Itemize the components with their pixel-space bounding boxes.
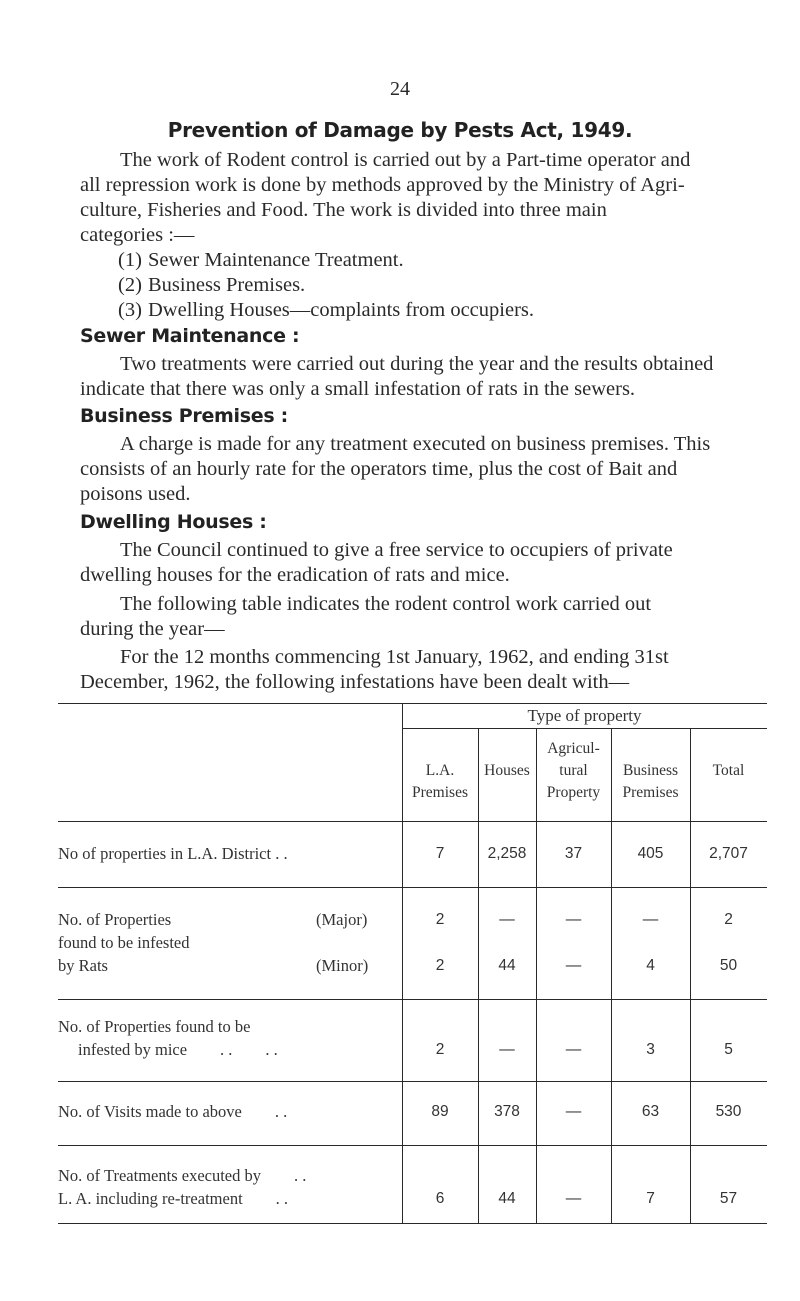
row-label: (Minor): [316, 956, 369, 975]
dwelling-line: The Council continued to give a free service to occupiers of private: [120, 539, 673, 561]
business-line: poisons used.: [80, 483, 191, 505]
table-cell: 57: [719, 1190, 738, 1207]
table-cell: 6: [435, 1190, 445, 1207]
intro-line: categories :—: [80, 224, 195, 246]
table-cell: 89: [431, 1103, 449, 1120]
table-cell: 2,258: [487, 845, 527, 862]
table-cell: 2,707: [709, 845, 748, 862]
dwelling-heading: Dwelling Houses :: [80, 511, 267, 533]
sewer-heading: Sewer Maintenance :: [80, 325, 300, 347]
table-rule: [58, 999, 767, 1000]
table-cell: 378: [494, 1103, 520, 1120]
table-cell: 405: [637, 845, 664, 862]
sewer-line: indicate that there was only a small infestation of rats in the sewers.: [80, 378, 636, 400]
table-cell: —: [565, 911, 582, 928]
dwelling-line: December, 1962, the following infestations have been dealt with—: [80, 671, 630, 693]
table-rule: [58, 887, 767, 888]
sewer-line: Two treatments were carried out during the year and the results obtained: [120, 353, 714, 375]
table-cell: 2: [435, 957, 445, 974]
table-cell: —: [499, 1041, 515, 1058]
table-cell: 7: [435, 845, 445, 862]
table-cell: 3: [646, 1041, 655, 1058]
table-cell: 2: [435, 911, 445, 928]
row-label: L. A. including re-treatment . .: [58, 1189, 289, 1208]
row-label: No. of Treatments executed by . .: [58, 1166, 307, 1185]
page-number: 24: [390, 78, 410, 100]
column-header-agricultural: Agricul- tural Property: [546, 740, 601, 801]
dwelling-line: For the 12 months commencing 1st January, 1962, and ending 31st: [120, 646, 669, 668]
column-header-la: L.A. Premises: [412, 762, 468, 801]
table-cell: —: [565, 957, 582, 974]
table-rule: [58, 1223, 767, 1224]
table-cell: 44: [498, 1190, 516, 1207]
table-cell: 37: [564, 845, 583, 862]
row-label: infested by mice . . . .: [78, 1040, 278, 1059]
table-cell: —: [565, 1190, 582, 1207]
business-line: A charge is made for any treatment executed on business premises. This: [120, 433, 711, 455]
list-item: (1) Sewer Maintenance Treatment.: [118, 249, 404, 271]
table-cell: 44: [498, 957, 516, 974]
table-cell: 4: [646, 957, 655, 974]
row-label: found to be infested: [58, 933, 190, 952]
list-item: (3) Dwelling Houses—complaints from occupiers.: [118, 299, 535, 321]
table-rule: [58, 1145, 767, 1146]
table-cell: 5: [724, 1041, 733, 1058]
intro-line: all repression work is done by methods approved by the Ministry of Agri-: [80, 174, 685, 196]
table-cell: 63: [641, 1103, 660, 1120]
list-item: (2) Business Premises.: [118, 274, 306, 296]
table-cell: 530: [715, 1103, 742, 1120]
row-label: No. of Properties: [58, 910, 172, 929]
dwelling-line: during the year—: [80, 618, 225, 640]
table-rule: [478, 728, 479, 1223]
table-cell: —: [642, 911, 659, 928]
business-heading: Business Premises :: [80, 405, 288, 427]
dwelling-line: dwelling houses for the eradication of rats and mice.: [80, 564, 510, 586]
table-cell: 2: [435, 1041, 445, 1058]
page-title: Prevention of Damage by Pests Act, 1949.: [167, 118, 633, 142]
business-line: consists of an hourly rate for the operators time, plus the cost of Bait and: [80, 458, 678, 480]
group-header: Type of property: [527, 706, 642, 725]
table-cell: 50: [719, 957, 738, 974]
dwelling-line: The following table indicates the rodent control work carried out: [120, 593, 652, 615]
column-header-houses: Houses: [484, 762, 530, 779]
row-label: (Major): [316, 910, 368, 929]
intro-line: culture, Fisheries and Food. The work is divided into three main: [80, 199, 607, 221]
table-rule: [58, 821, 767, 822]
column-header-total: Total: [712, 762, 745, 779]
intro-line: The work of Rodent control is carried out by a Part-time operator and: [120, 149, 691, 171]
table-cell: —: [499, 911, 515, 928]
row-label: No. of Visits made to above . .: [58, 1102, 288, 1121]
table-rule: [690, 728, 691, 1223]
table-cell: 2: [724, 911, 733, 928]
table-cell: 7: [646, 1190, 655, 1207]
table-cell: —: [565, 1041, 582, 1058]
table-cell: —: [565, 1103, 582, 1120]
row-label: by Rats: [58, 956, 108, 975]
table-rule: [58, 1081, 767, 1082]
row-label: No. of Properties found to be: [58, 1017, 251, 1036]
table-rule: [58, 703, 767, 704]
column-header-business: Business Premises: [622, 762, 679, 801]
row-label: No of properties in L.A. District . .: [58, 844, 288, 863]
